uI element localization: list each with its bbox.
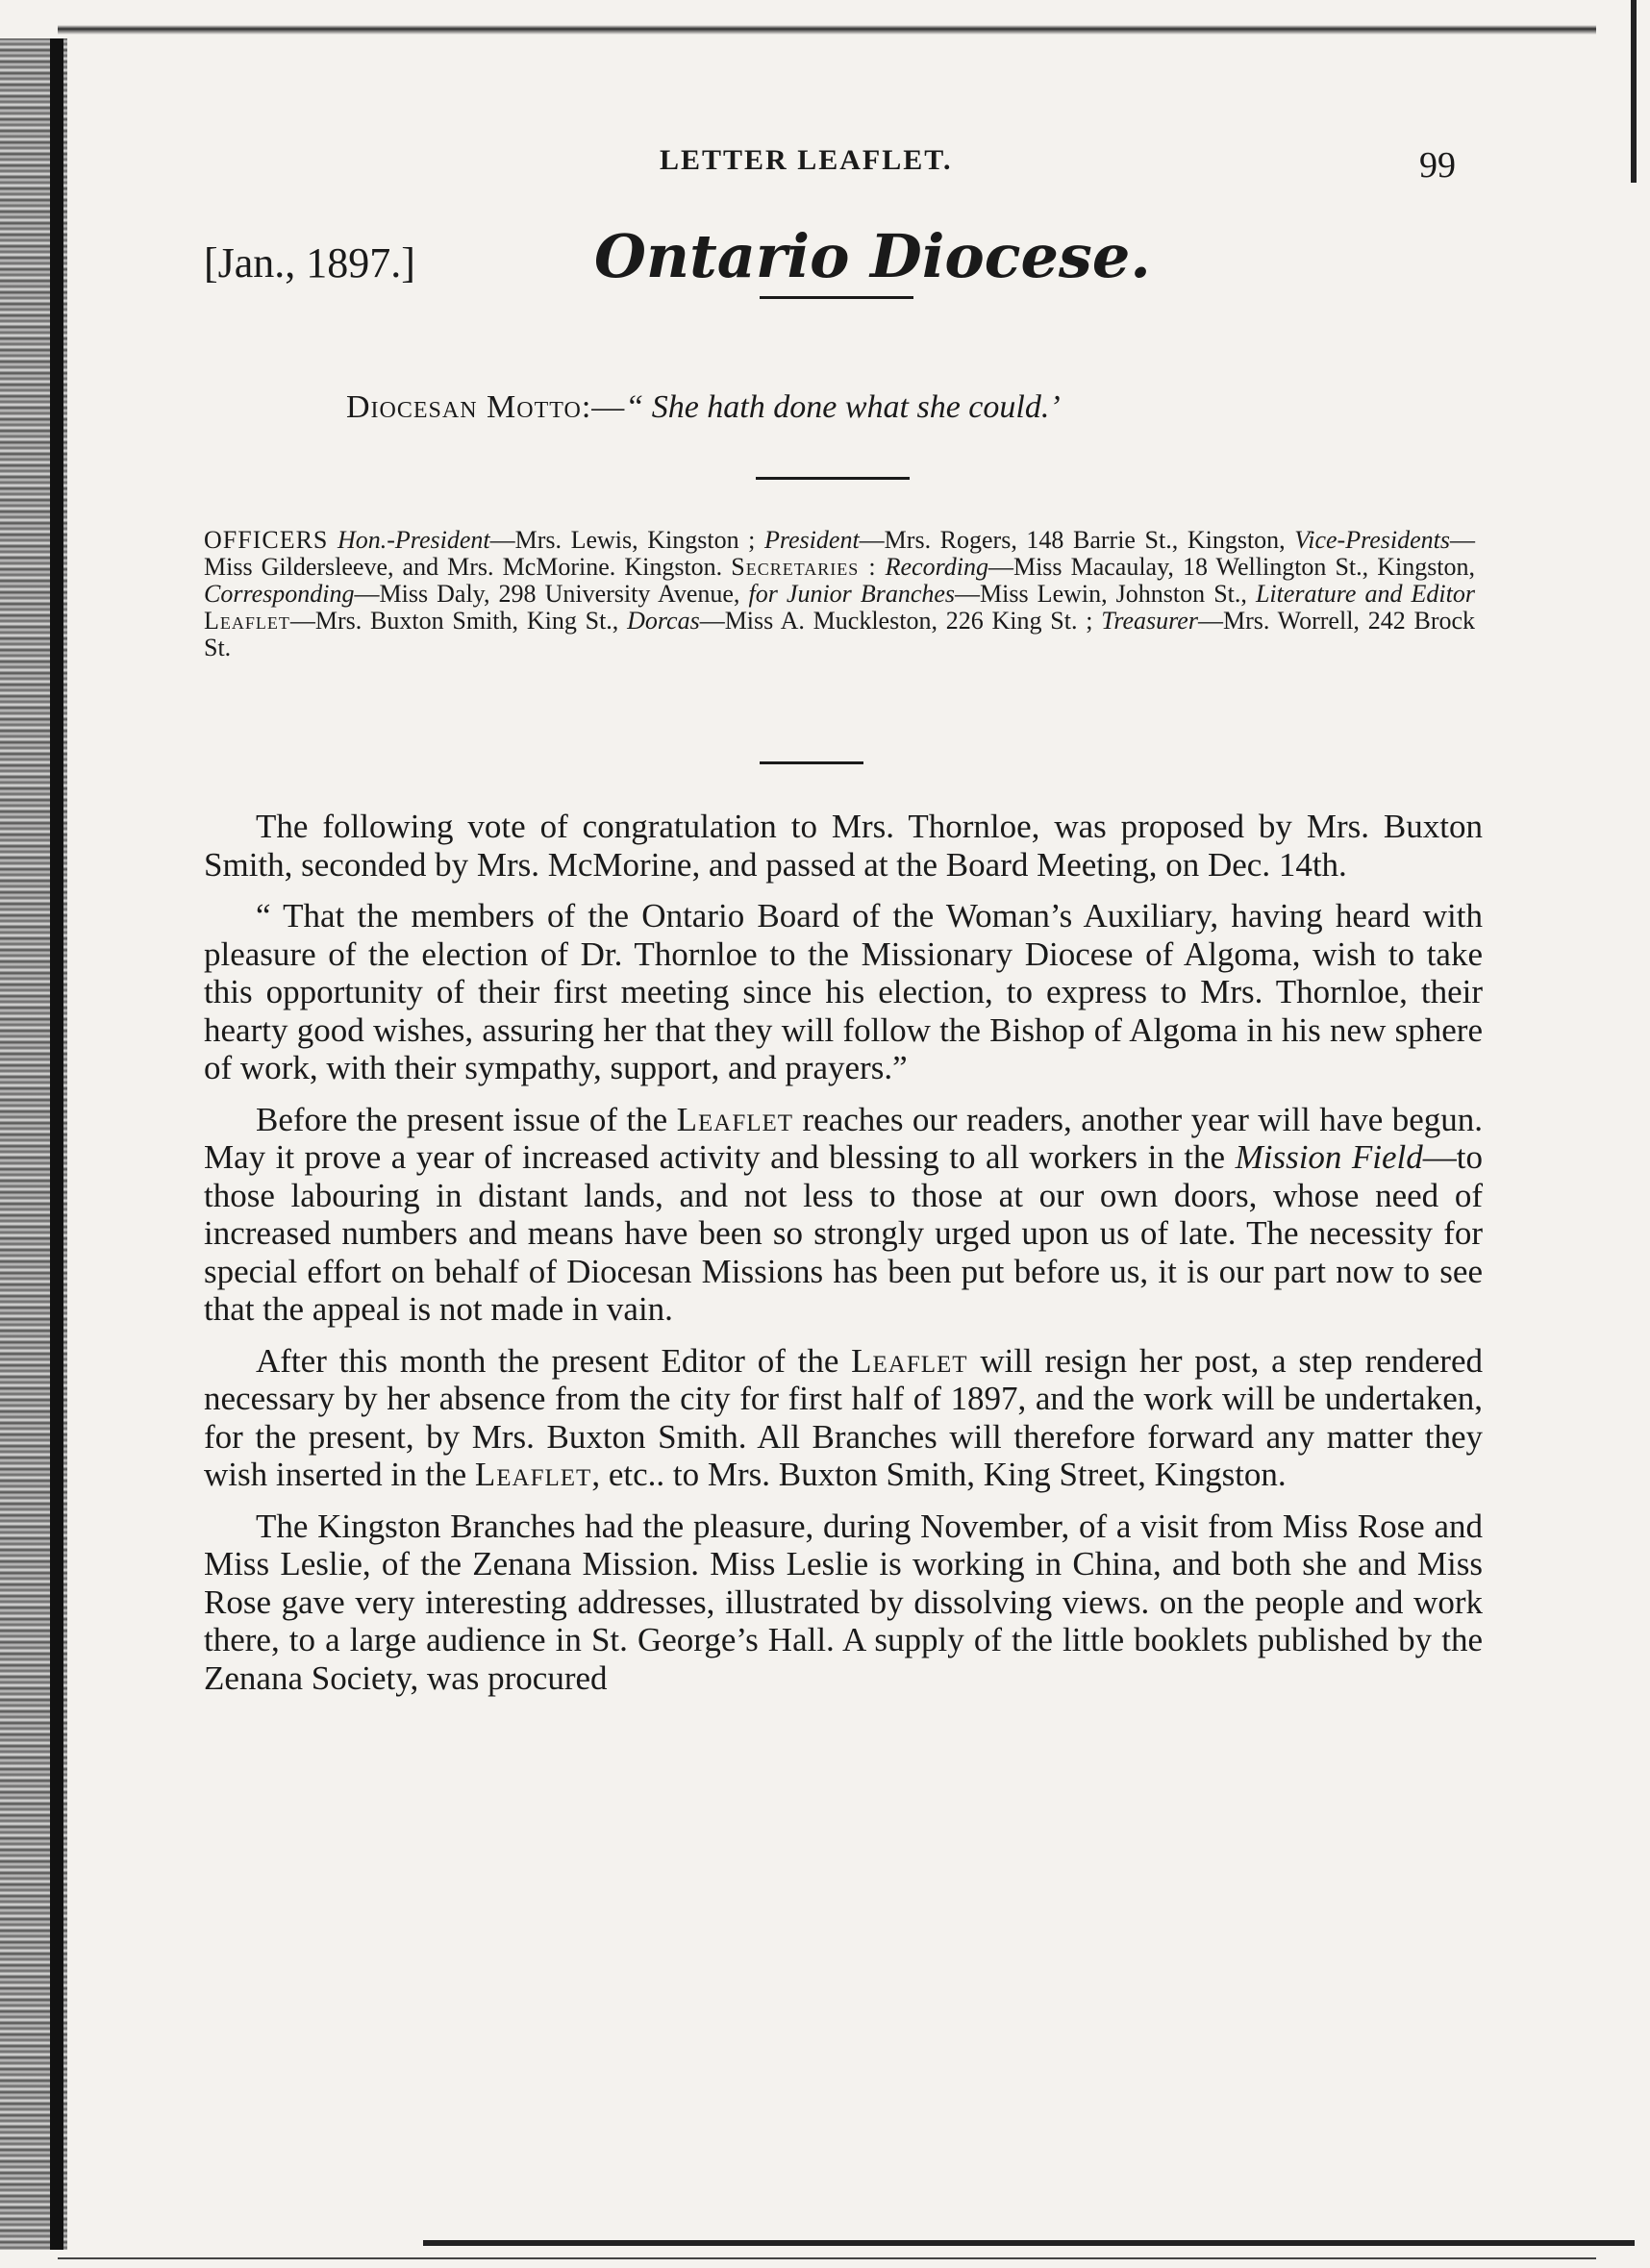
divider	[760, 296, 913, 299]
page-number: 99	[1419, 145, 1456, 186]
diocese-heading: Ontario Diocese.	[594, 221, 1151, 291]
bottom-edge-thin-rule	[58, 2257, 1596, 2259]
top-edge-rule	[58, 0, 1596, 37]
motto-label: Diocesan Motto:—	[346, 389, 626, 425]
motto-text: “ She hath done what she could.’	[625, 389, 1061, 425]
paragraph: After this month the present Editor of the Leaflet will resign her post, a step rendered necessary by her absence from the city for first half of 1897, and the work will be undertaken, for the present, by Mrs. Buxton Smith. All Branches will therefore forward any matter they wish inserted in the Leaflet, etc.. to Mrs. Buxton Smith, King Street, Kingston.	[204, 1341, 1483, 1493]
paragraph: The Kingston Branches had the pleasure, during November, of a visit from Miss Rose and Miss Leslie, of the Zenana Mission. Miss Leslie is working in China, and both she and Miss Rose gave very interesting addresses, illustrated by dissolving views. on the people and work there, to a large audience in St. George’s Hall. A supply of the little booklets published by the Zenana Society, was procured	[204, 1507, 1483, 1697]
bottom-edge-rule	[423, 2240, 1635, 2246]
article-body	[204, 808, 1483, 1710]
officers-list: OFFICERS Hon.-President—Mrs. Lewis, Kingston ; President—Mrs. Rogers, 148 Barrie St., Kingston, Vice-Presidents—Miss Gildersleeve, and Mrs. McMorine. Kingston. Secretaries : Recording—Miss Macaulay, 18 Wellington St., Kingston, Corresponding—Miss Daly, 298 University Avenue, for Junior Branches—Miss Lewin, Johnston St., Literature and Editor Leaflet—Mrs. Buxton Smith, King St., Dorcas—Miss A. Muckleston, 226 King St. ; Treasurer—Mrs. Worrell, 242 Brock St.	[204, 526, 1476, 661]
divider	[760, 761, 863, 764]
paragraph: “ That the members of the Ontario Board of the Woman’s Auxiliary, having heard with pleasure of the election of Dr. Thornloe to the Missionary Diocese of Algoma, wish to take this opportunity of their first meeting since his election, to express to Mrs. Thornloe, their hearty good wishes, assuring her that they will follow the Bishop of Algoma in his new sphere of work, with their sympathy, support, and prayers.”	[204, 897, 1483, 1086]
binding-shadow	[50, 38, 63, 2250]
paragraph: Before the present issue of the Leaflet reaches our readers, another year will have begun. May it prove a year of increased activity and blessing to all workers in the Mission Field—to those labouring in distant lands, and not less to those at our own doors, whose need of increased numbers and means have been so strongly urged upon us of late. The necessity for special effort on behalf of Diocesan Missions has been put before us, it is our part now to see that the appeal is not made in vain.	[204, 1100, 1483, 1328]
paragraph: The following vote of congratulation to Mrs. Thornloe, was proposed by Mrs. Buxton Smith, seconded by Mrs. McMorine, and passed at the Board Meeting, on Dec. 14th.	[204, 808, 1483, 884]
issue-date: [Jan., 1897.]	[204, 239, 415, 287]
divider	[756, 477, 910, 480]
diocesan-motto	[346, 389, 1061, 426]
right-edge-rule	[1631, 0, 1637, 183]
running-header: LETTER LEAFLET.	[660, 144, 953, 176]
